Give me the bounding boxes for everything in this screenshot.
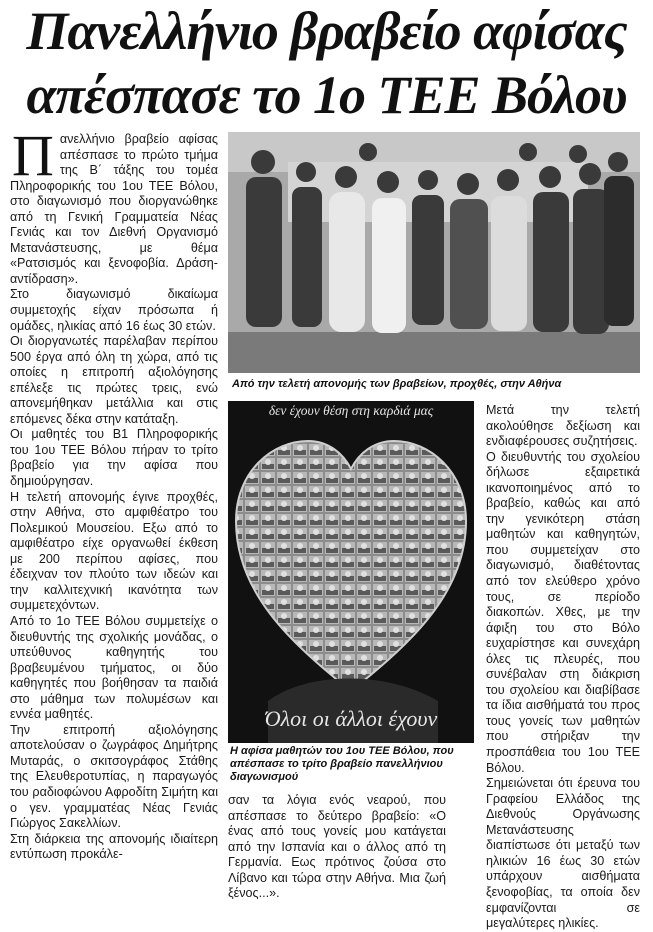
article-paragraph: Στη διάρκεια της απονομής ιδιαίτερη εντύπωση προκάλε- — [10, 831, 218, 862]
article-column-1 — [10, 123, 218, 863]
article-paragraph: Οι μαθητές του Β1 Πληροφορικής του 1ου ΤΕΕ Βόλου πήραν το τρίτο βραβείο για την αφίσα που δημιούργησαν. — [10, 427, 218, 489]
article-paragraph: Οι διοργανωτές παρέλαβαν περίπου 500 έργα από όλη τη χώρα, από τις οποίες η επιτροπή αξιολόγησης επέλεξε τις πρώτες τρεις, ενώ απονεμήθηκαν μετάλλια και στις επόμενες δέκα στην κατάταξη. — [10, 334, 218, 426]
heart-of-faces-image — [228, 401, 474, 743]
poster-top-text: δεν έχουν θέση στη καρδιά μας — [268, 403, 434, 418]
article-paragraph: Μετά την τελετή ακολούθησε δεξίωση και ενδιαφέρουσες συζητήσεις. — [486, 403, 640, 449]
article-paragraph: Η τελετή απονομής έγινε προχθές, στην Αθήνα, στο αμφιθέατρο του Πολεμικού Μουσείου. Εξω από το αμφιθέατρο είχε οργανωθεί έκθεση με 200 περίπου αφίσες, που έδειχναν τον πλούτο των ιδεών και την καλλιτεχνική ικανότητα των συμμετεχόντων. — [10, 489, 218, 613]
photo-caption: Από την τελετή απονομής των βραβείων, προχθές, στην Αθήνα — [232, 378, 562, 390]
award-ceremony-photo — [228, 132, 640, 373]
poster-bottom-text: Όλοι οι άλλοι έχουν — [264, 706, 438, 731]
article-column-2 — [228, 793, 446, 902]
article-paragraph: Από το 1ο ΤΕΕ Βόλου συμμετείχε ο διευθυντής της σχολικής μονάδας, ο υπεύθυνος καθηγητής του βραβευμένου τμήματος, οι δύο καθηγητές που βοήθησαν τα παιδιά στο μάθημα των πολυμέσων και εννέα μαθητές. — [10, 613, 218, 722]
headline-line-2: απέσπασε το 1ο ΤΕΕ Βόλου — [26, 65, 627, 125]
article-paragraph: Στο διαγωνισμό δικαίωμα συμμετοχής είχαν πρόσωπα ή ομάδες, ηλικίας από 16 έως 30 ετών. — [10, 287, 218, 333]
article-paragraph: Ο διευθυντής του σχολείου δήλωσε εξαιρετικά ικανοποιημένος από το βραβείο, καθώς και από την γενικότερη στάση μαθητών και καθηγητών, που συμμετείχαν στο διαγωνισμό, διαθέτοντας από τον ελεύθερο χρόνο τους, σε περίοδο διακοπών. Χθες, με την άφιξη του στο Βόλο ευχαρίστησε και συνεχάρη όλες τις πλευρές, που συνέβαλαν στη διάκριση του σχολείου και διαβίβασε τα ίδια αισθήματά του προς τους γονείς των μαθητών που στήριξαν την προσπάθεια του 1ου ΤΕΕ Βόλου. — [486, 449, 640, 775]
article-column-3 — [486, 403, 640, 932]
poster-caption: Η αφίσα μαθητών του 1ου ΤΕΕ Βόλου, που απέσπασε το τρίτο βραβείο πανελλήνιου διαγωνισμού — [230, 745, 454, 783]
headline-line-1: Πανελλήνιο βραβείο αφίσας — [26, 1, 627, 61]
drop-cap: Π — [12, 123, 54, 188]
article-paragraph: Πανελλήνιο βραβείο αφίσας απέσπασε το πρώτο τμήμα της Β΄ τάξης του τομέα Πληροφορικής του 1ου ΤΕΕ Βόλου, στο διαγωνισμό που διοργανώθηκε από τη Γενική Γραμματεία Νέας Γενιάς και τον Διεθνή Οργανισμό Μετανάστευσης, με θέμα «Ρατσισμός και ξενοφοβία. Δράση-αντίδραση». — [10, 123, 218, 286]
article-paragraph: Την επιτροπή αξιολόγησης αποτελούσαν ο ζωγράφος Δημήτρης Μυταράς, ο σκιτσογράφος Στάθης της Ελευθεροτυπίας, η παραγωγός του ραδιοφώνου Αφροδίτη Σιμήτη και ο γεν. γραμματέας Νέας Γενιάς Γιώργος Σακελλίων. — [10, 722, 218, 831]
group-of-people-image — [228, 132, 640, 373]
article-paragraph: σαν τα λόγια ενός νεαρού, που απέσπασε το δεύτερο βραβείο: «Ο ένας από τους γονείς μου κατάγεται από την Ισπανία και ο άλλος από τη Γερμανία. Εως πρότινος ζούσα στο Λίβανο και τώρα στην Αθήνα. Μια ζωή ξένος...». — [228, 793, 446, 901]
award-poster-image — [228, 401, 474, 743]
article-paragraph: Σημειώνεται ότι έρευνα του Γραφείου Ελλάδος της Διεθνούς Οργάνωσης Μετανάστευσης διαπίστωσε ότι μεταξύ των ηλικιών 16 έως 30 ετών υπάρχουν αισθήματα ξενοφοβίας, τα οποία δεν εμφανίζονται σε μεγαλύτερες ηλικίες. — [486, 776, 640, 931]
